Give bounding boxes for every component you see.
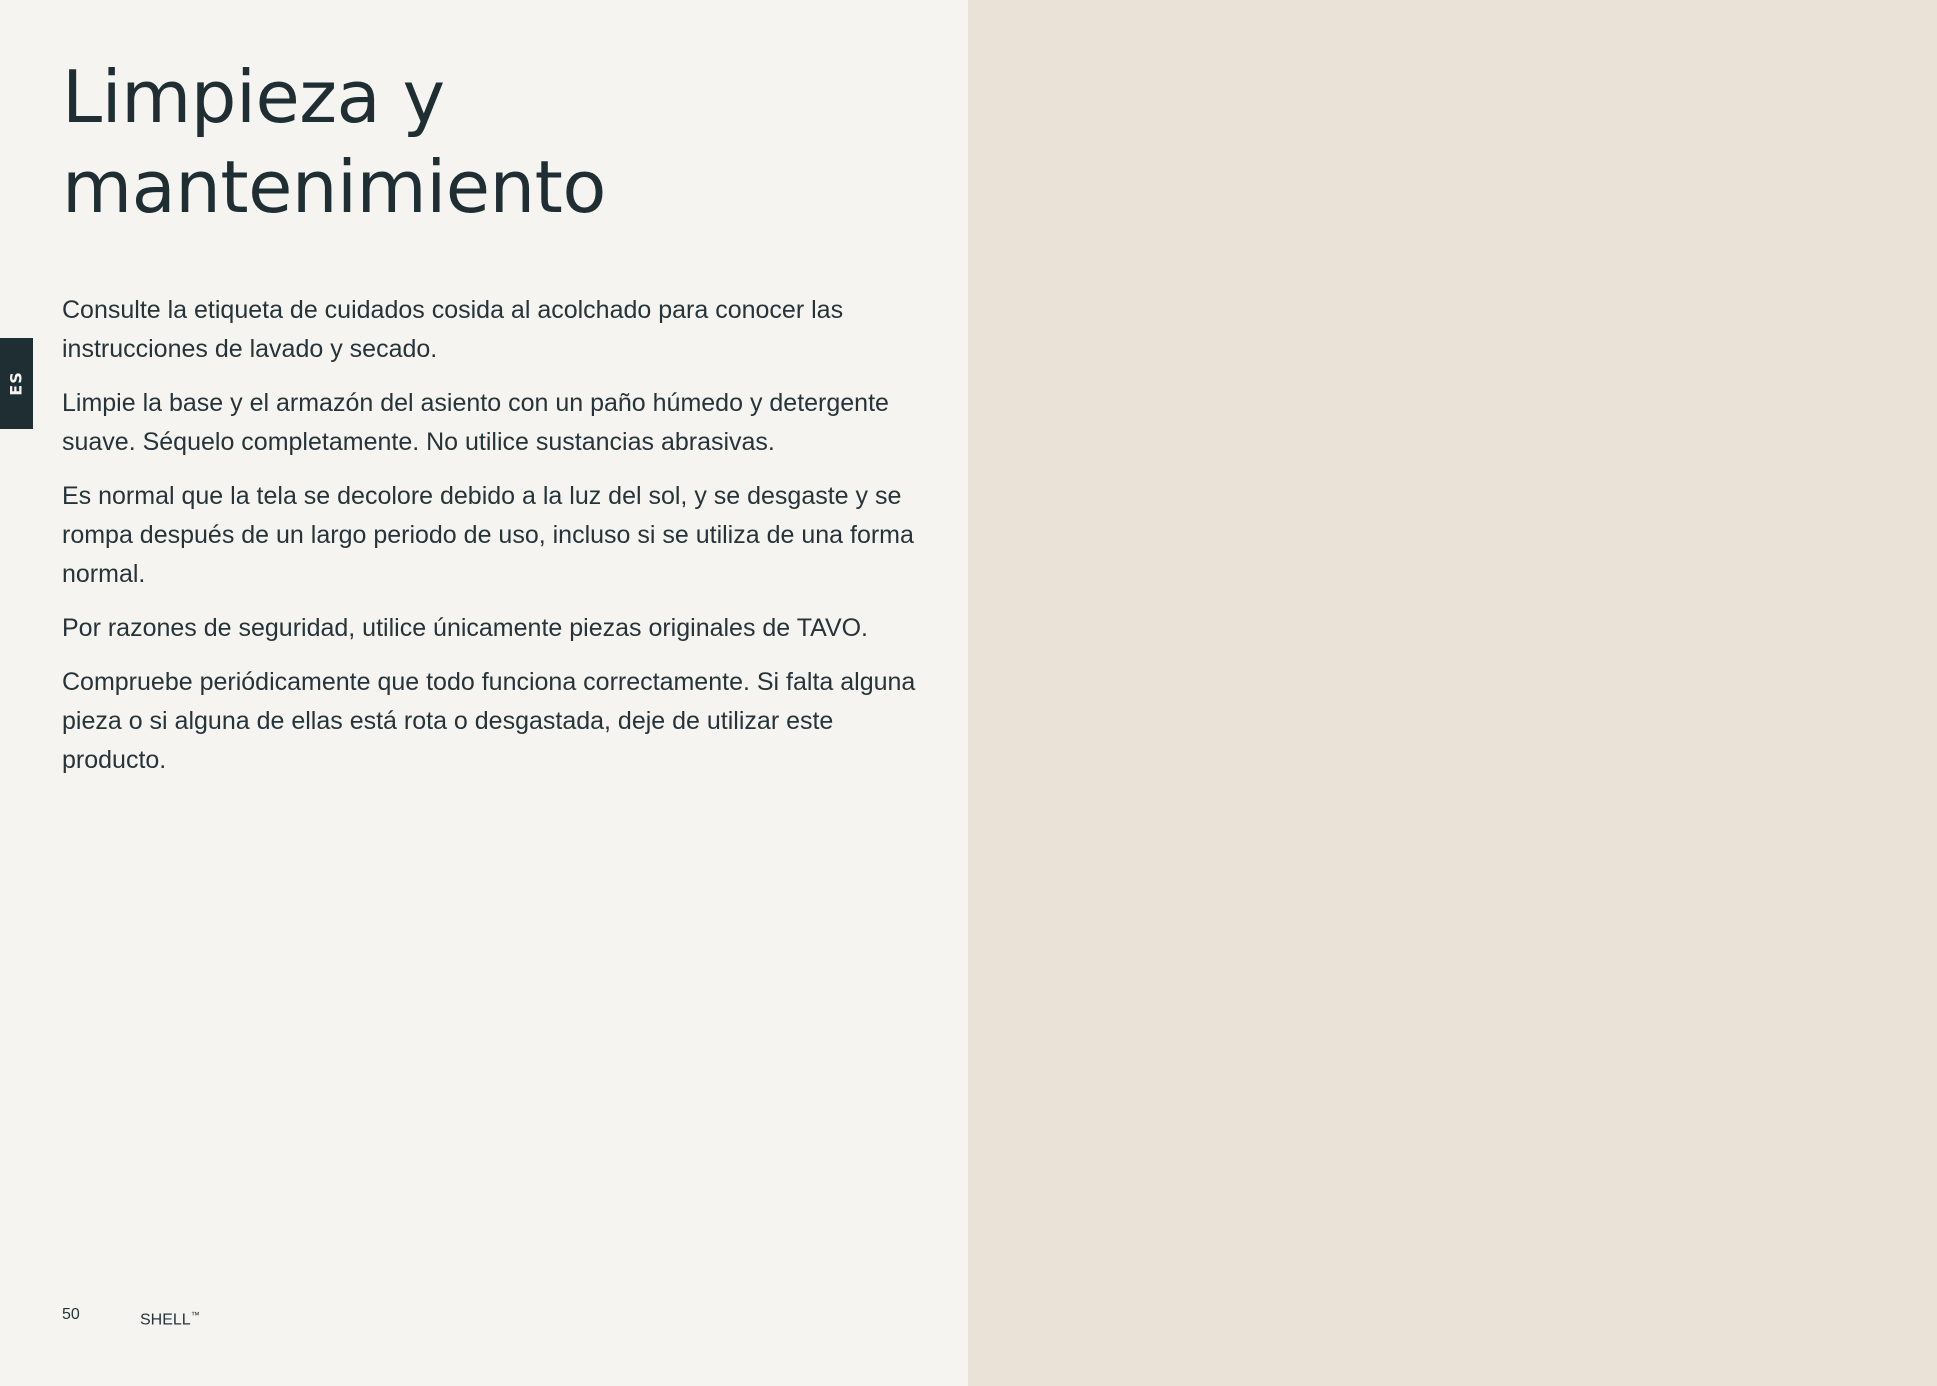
brand-name xyxy=(140,1305,200,1330)
paragraph-care-label: Consulte la etiqueta de cuidados cosida al acolchado para conocer las instrucciones de lavado y secado. xyxy=(62,296,844,363)
page-title: Limpieza y mantenimiento xyxy=(62,55,606,229)
paragraph-inspection: Compruebe periódicamente que todo funciona correctamente. Si falta alguna pieza o si alguna de ellas está rota o desgastada, deje de utilizar este producto. xyxy=(62,668,916,774)
language-tab xyxy=(0,338,33,429)
right-page xyxy=(968,0,1937,1386)
left-page xyxy=(0,0,968,1386)
paragraph-safety: Por razones de seguridad, utilice únicamente piezas originales de TAVO. xyxy=(62,614,869,642)
body-text xyxy=(62,291,924,795)
page-number: 50 xyxy=(62,1306,80,1323)
paragraph-wear: Es normal que la tela se decolore debido a la luz del sol, y se desgaste y se rompa después de un largo periodo de uso, incluso si se utiliza de una forma normal. xyxy=(62,482,914,588)
language-tab-label: ES xyxy=(6,371,26,396)
trademark-symbol: ™ xyxy=(190,1310,200,1320)
brand-label: SHELL xyxy=(140,1311,191,1329)
paragraph-cleaning: Limpie la base y el armazón del asiento con un paño húmedo y detergente suave. Séquelo completamente. No utilice sustancias abrasivas. xyxy=(62,389,889,456)
